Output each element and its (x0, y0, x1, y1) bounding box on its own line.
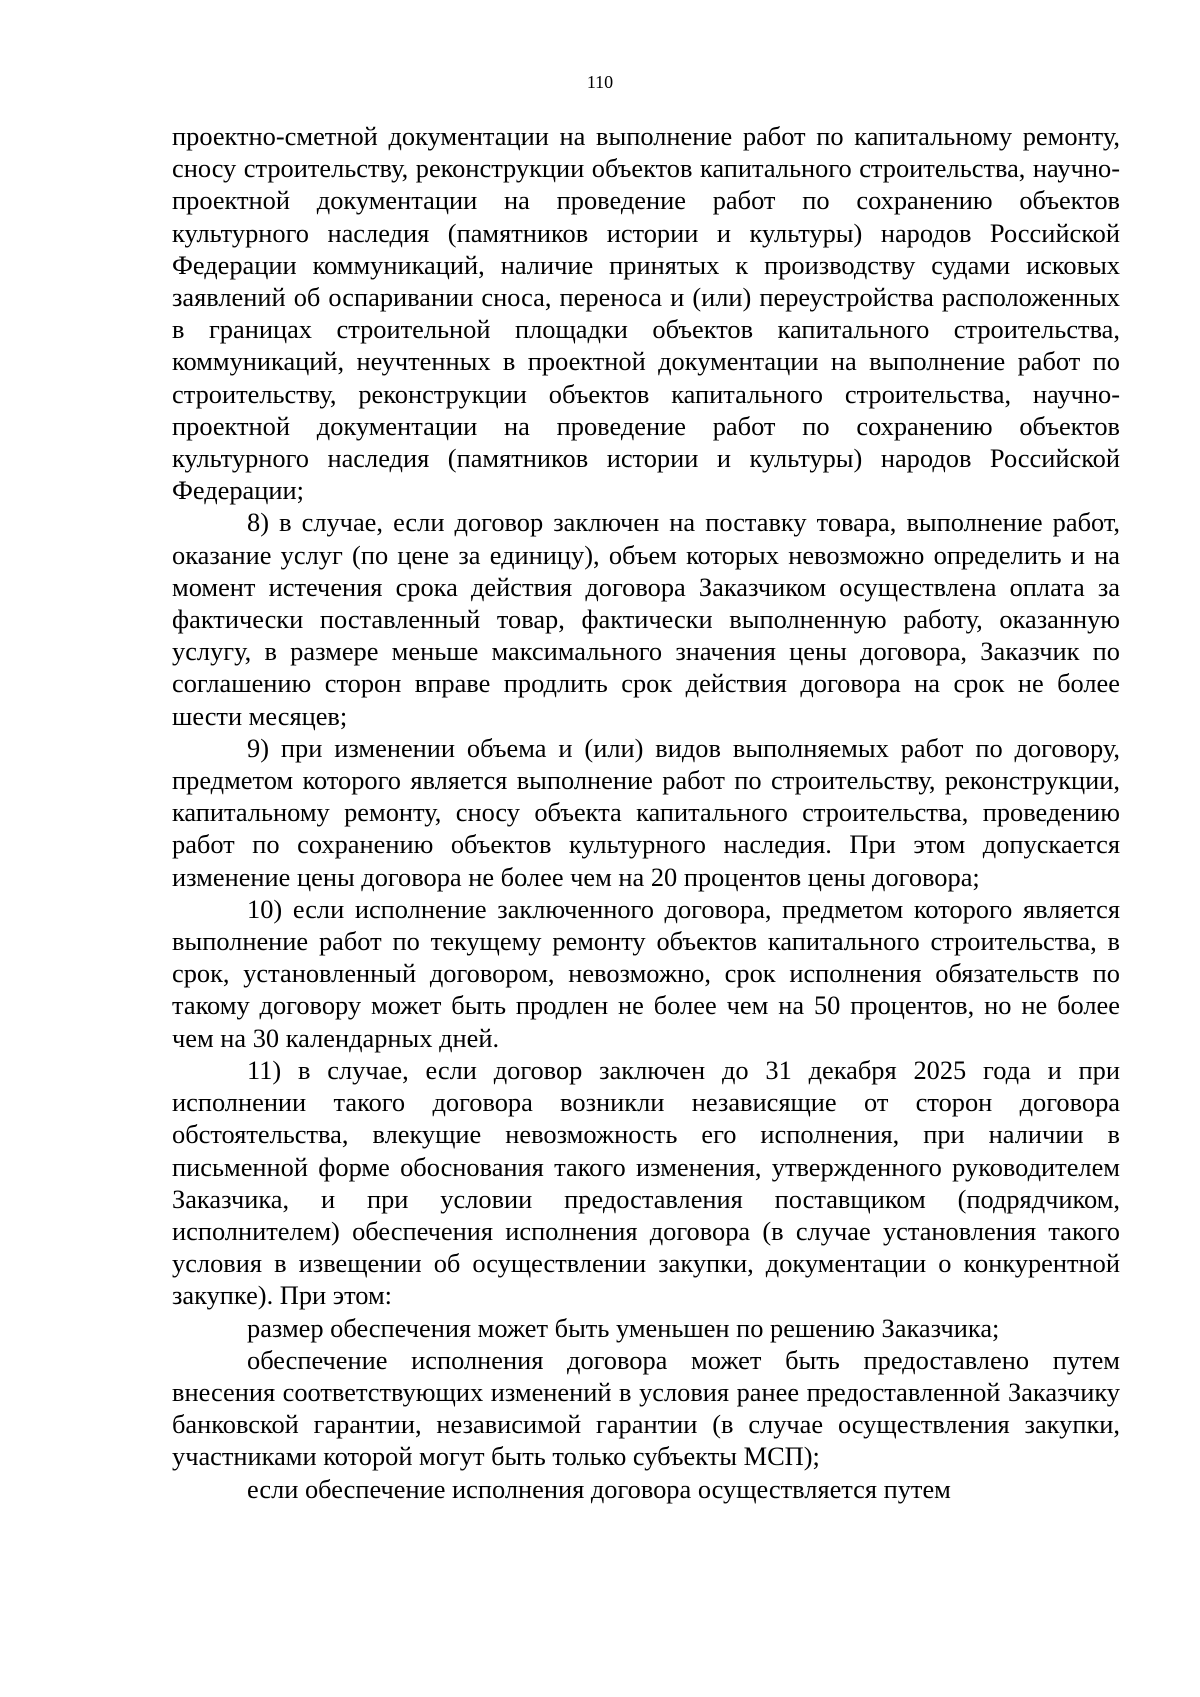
page-number: 110 (586, 72, 614, 92)
document-body (172, 120, 1120, 1505)
paragraph-security-guarantee: обеспечение исполнения договора может быть предоставлено путем внесения соответствующих изменений в условия ранее предоставленной Заказчику банковской гарантии, независимой гарантии (в случае осуществления закупки, участниками которой могут быть только субъекты МСП); (172, 1344, 1120, 1472)
paragraph-security-method: если обеспечение исполнения договора осуществляется путем (247, 1473, 951, 1504)
paragraph-continuation: проектно-сметной документации на выполнение работ по капитальному ремонту, сносу строительству, реконструкции объектов капитального строительства, научно-проектной документации на проведение работ по сохранению объектов культурного наследия (памятников истории и культуры) народов Российской Федерации коммуникаций, наличие принятых к производству судами исковых заявлений об оспаривании сноса, переноса и (или) переустройства расположенных в границах строительной площадки объектов капитального строительства, коммуникаций, неучтенных в проектной документации на выполнение работ по строительству, реконструкции объектов капитального строительства, научно-проектной документации на проведение работ по сохранению объектов культурного наследия (памятников истории и культуры) народов Российской Федерации; (172, 121, 1120, 506)
paragraph-item-10: 10) если исполнение заключенного договора, предметом которого является выполнение работ по текущему ремонту объектов капитального строительства, в срок, установленный договором, невозможно, срок исполнения обязательств по такому договору может быть продлен не более чем на 50 процентов, но не более чем на 30 календарных дней. (172, 893, 1120, 1053)
paragraph-item-11: 11) в случае, если договор заключен до 31 декабря 2025 года и при исполнении такого договора возникли независящие от сторон договора обстоятельства, влекущие невозможность его исполнения, при наличии в письменной форме обоснования такого изменения, утвержденного руководителем Заказчика, и при условии предоставления поставщиком (подрядчиком, исполнителем) обеспечения исполнения договора (в случае установления такого условия в извещении об осуществлении закупки, документации о конкурентной закупке). При этом: (172, 1054, 1120, 1311)
paragraph-item-8: 8) в случае, если договор заключен на поставку товара, выполнение работ, оказание услуг (по цене за единицу), объем которых невозможно определить и на момент истечения срока действия договора Заказчиком осуществлена оплата за фактически поставленный товар, фактически выполненную работу, оказанную услугу, в размере меньше максимального значения цены договора, Заказчик по соглашению сторон вправе продлить срок действия договора на срок не более шести месяцев; (172, 507, 1120, 731)
paragraph-security-reduction: размер обеспечения может быть уменьшен по решению Заказчика; (247, 1312, 1000, 1343)
paragraph-item-9: 9) при изменении объема и (или) видов выполняемых работ по договору, предметом которого является выполнение работ по строительству, реконструкции, капитальному ремонту, сносу объекта капитального строительства, проведению работ по сохранению объектов культурного наследия. При этом допускается изменение цены договора не более чем на 20 процентов цены договора; (172, 732, 1120, 892)
